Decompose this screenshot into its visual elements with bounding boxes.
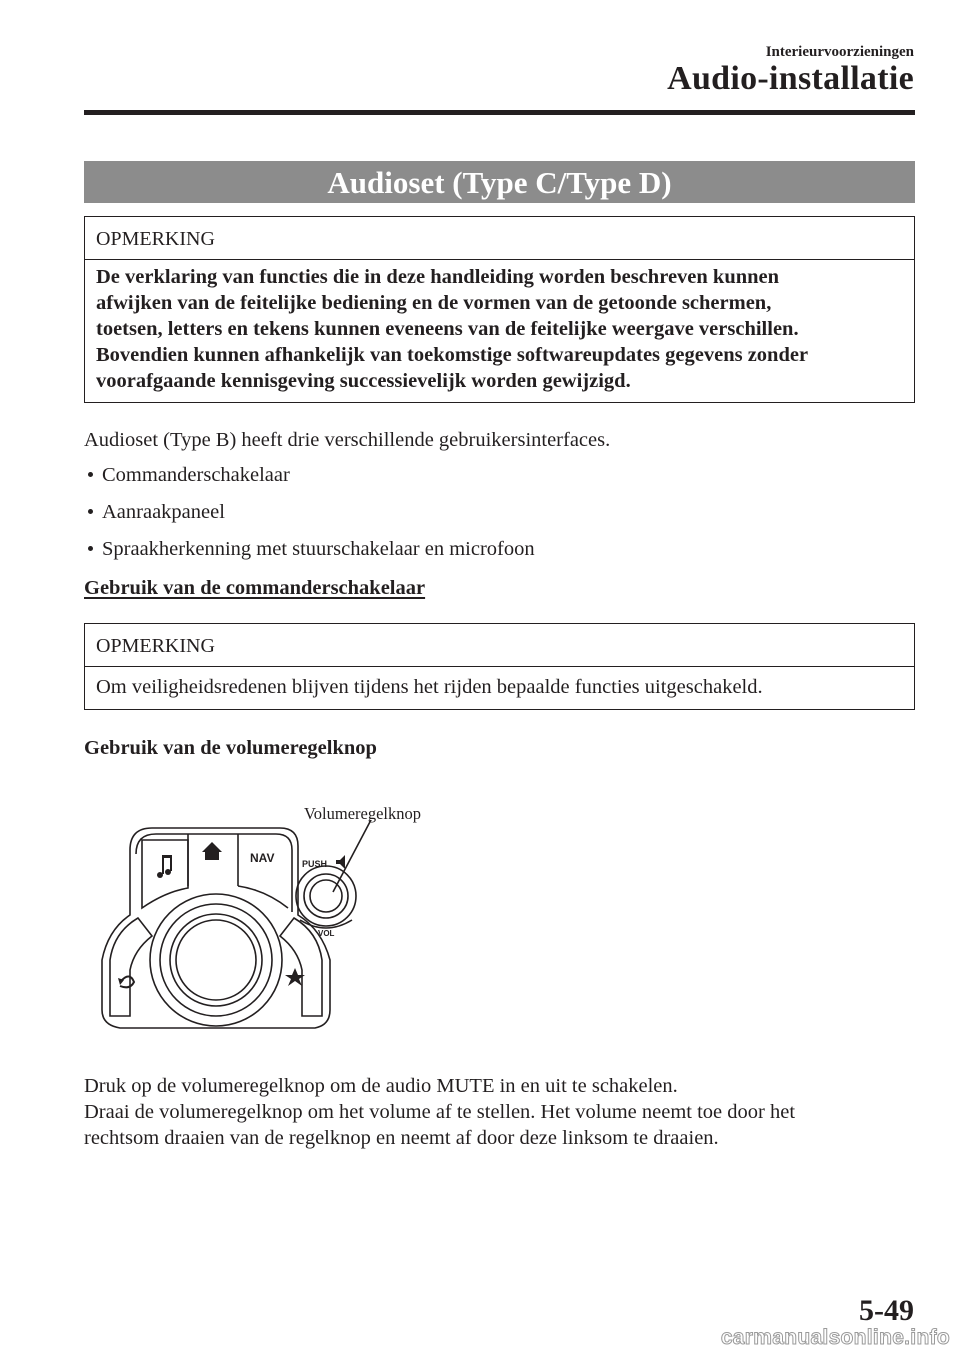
music-icon [162,858,164,874]
note-line: afwijken van de feitelijke bediening en de vormen van de getoonde schermen, [96,292,772,314]
bullet-item [84,538,535,561]
chapter-title: Audio-installatie [667,60,914,97]
bullet-item [84,501,225,524]
body-line: Druk op de volumeregelknop om de audio MUTE in en uit te schakelen. [84,1075,678,1097]
note-box [84,623,915,710]
note-line: Bovendien kunnen afhankelijk van toekomstige softwareupdates gegevens zonder [96,344,809,366]
note-heading: OPMERKING [85,624,914,667]
bullet-item [84,464,290,487]
note-text: Om veiligheidsredenen blijven tijdens het rijden bepaalde functies uitgeschakeld. [96,676,763,698]
note-line: voorafgaande kennisgeving successievelijk worden gewijzigd. [96,370,631,392]
push-label: PUSH [302,859,328,869]
bullet-icon [88,509,93,514]
vol-label: VOL [318,929,335,938]
note-line: toetsen, letters en tekens kunnen eveneens van de feitelijke weergave verschillen. [96,318,799,340]
section-title: Interieurvoorzieningen [765,44,914,60]
home-icon [202,842,222,860]
subheading-volume: Gebruik van de volumeregelknop [84,737,377,759]
nav-label: NAV [250,851,275,865]
bullet-text: Commanderschakelaar [102,464,290,486]
bullet-icon [88,546,93,551]
header-rule [84,110,915,115]
mute-icon [336,855,345,869]
body-line: Draai de volumeregelknop om het volume af te stellen. Het volume neemt toe door het [84,1101,796,1123]
callout-label: Volumeregelknop [304,804,422,823]
subheading-commander: Gebruik van de commanderschakelaar [84,577,426,599]
commander-switch-illustration [90,820,390,1040]
note-line: De verklaring van functies die in deze handleiding worden beschreven kunnen [96,266,780,288]
page-number: 5-49 [859,1294,914,1327]
note-body [85,260,914,402]
bullet-icon [88,472,93,477]
note-box [84,216,915,403]
intro-paragraph: Audioset (Type B) heeft drie verschillende gebruikersinterfaces. [84,429,611,451]
note-heading: OPMERKING [85,217,914,260]
watermark: carmanualsonline.info [720,1326,950,1349]
page-title: Audioset (Type C/Type D) [84,161,915,203]
body-line: rechtsom draaien van de regelknop en neemt af door deze linksom te draaien. [84,1127,719,1149]
bullet-text: Spraakherkenning met stuurschakelaar en microfoon [102,538,535,560]
body-paragraph [84,1073,795,1151]
bullet-text: Aanraakpaneel [102,501,225,523]
